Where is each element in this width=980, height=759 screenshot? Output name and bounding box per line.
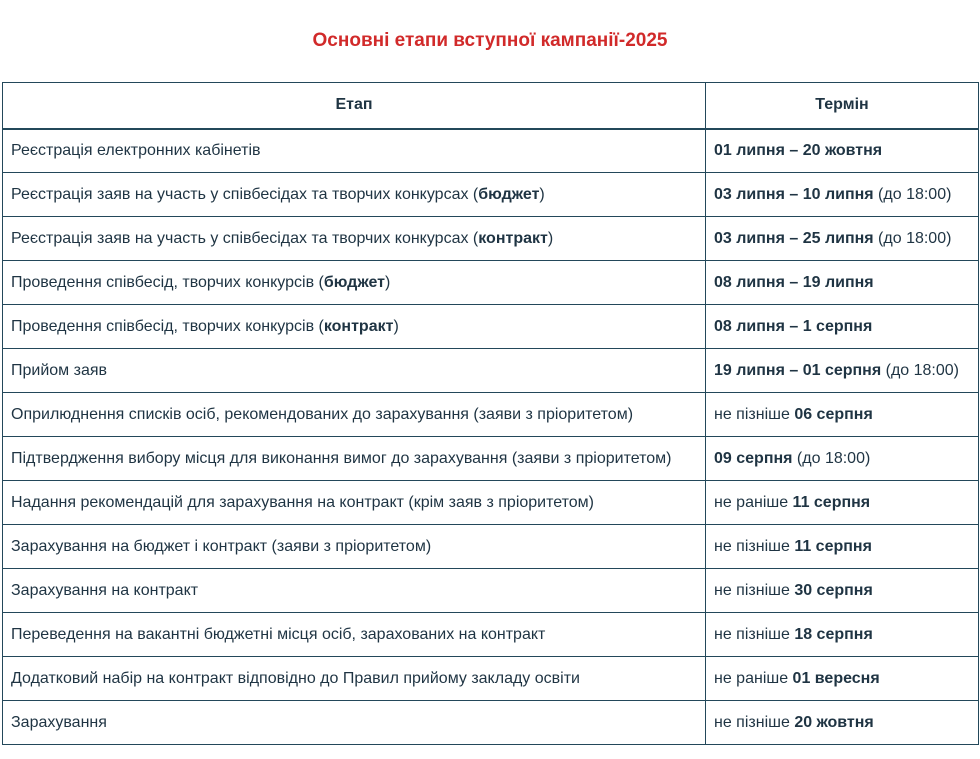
term-cell (706, 569, 979, 613)
term-cell-bold: 01 вересня (792, 669, 880, 687)
term-cell-bold: 30 серпня (794, 581, 873, 599)
table-row (3, 393, 979, 437)
stage-cell-pre: Проведення співбесід, творчих конкурсів ( (11, 273, 324, 291)
stage-cell-post: ) (385, 273, 391, 291)
stage-cell (3, 261, 706, 305)
term-cell-pre: не пізніше (714, 405, 795, 423)
stage-cell (3, 701, 706, 745)
term-cell-bold: 01 липня – 20 жовтня (714, 141, 883, 159)
stage-cell-bold: бюджет (478, 185, 540, 203)
term-cell-bold: 11 серпня (794, 537, 872, 555)
table-row (3, 437, 979, 481)
stage-cell-pre: Прийом заяв (11, 361, 108, 379)
stage-cell-post: ) (393, 317, 399, 335)
term-cell (706, 173, 979, 217)
stage-cell-pre: Зарахування на бюджет і контракт (заяви з пріоритетом) (11, 537, 432, 555)
table-row (3, 613, 979, 657)
term-cell (706, 525, 979, 569)
stage-cell-pre: Зарахування на контракт (11, 581, 199, 599)
table-row (3, 217, 979, 261)
stage-cell (3, 657, 706, 701)
term-cell-bold: 20 жовтня (794, 713, 874, 731)
table-header-row (3, 83, 979, 129)
term-cell-bold: 03 липня – 25 липня (714, 229, 874, 247)
term-cell (706, 349, 979, 393)
term-cell (706, 393, 979, 437)
page-title: Основні етапи вступної кампанії-2025 (312, 30, 668, 51)
stage-cell-pre: Оприлюднення списків осіб, рекомендованих до зарахування (заяви з пріоритетом) (11, 405, 634, 423)
term-cell-pre: не раніше (714, 669, 793, 687)
term-cell-bold: 11 серпня (792, 493, 871, 511)
stage-cell (3, 173, 706, 217)
stage-cell-pre: Реєстрація заяв на участь у співбесідах та творчих конкурсах ( (11, 229, 479, 247)
stage-cell-bold: контракт (478, 229, 548, 247)
table-row (3, 173, 979, 217)
term-cell (706, 305, 979, 349)
stage-cell-post: ) (547, 229, 554, 247)
table-row (3, 657, 979, 701)
stage-cell (3, 481, 706, 525)
table-row (3, 569, 979, 613)
stage-cell (3, 217, 706, 261)
term-cell (706, 701, 979, 745)
column-header-term: Термін (706, 83, 979, 129)
term-cell-pre: не пізніше (714, 625, 795, 643)
stage-cell-pre: Переведення на вакантні бюджетні місця осіб, зарахованих на контракт (11, 625, 546, 643)
column-header-stage: Етап (3, 83, 706, 129)
term-cell (706, 261, 979, 305)
stage-cell-pre: Реєстрація заяв на участь у співбесідах та творчих конкурсах ( (11, 185, 479, 203)
stage-cell-bold: контракт (323, 317, 394, 335)
term-cell-bold: 08 липня – 1 серпня (714, 317, 873, 335)
table-row (3, 305, 979, 349)
term-cell-post: (до 18:00) (792, 449, 871, 467)
term-cell-post: (до 18:00) (881, 361, 959, 379)
term-cell-post: (до 18:00) (873, 185, 952, 203)
stage-cell-pre: Надання рекомендацій для зарахування на контракт (крім заяв з пріоритетом) (11, 493, 594, 511)
term-cell-bold: 06 серпня (794, 405, 873, 423)
stage-cell (3, 613, 706, 657)
stage-cell (3, 525, 706, 569)
stage-cell (3, 393, 706, 437)
term-cell-bold: 19 липня – 01 серпня (714, 361, 882, 379)
term-cell-pre: не раніше (714, 493, 793, 511)
term-cell-pre: не пізніше (714, 581, 795, 599)
stage-cell-bold: бюджет (323, 273, 385, 291)
term-cell-bold: 03 липня – 10 липня (714, 185, 874, 203)
term-cell (706, 657, 979, 701)
stage-cell-pre: Підтвердження вибору місця для виконання вимог до зарахування (заяви з пріоритетом) (11, 449, 672, 467)
stages-table (2, 82, 979, 745)
stage-cell-pre: Проведення співбесід, творчих конкурсів ( (11, 317, 324, 335)
stage-cell (3, 437, 706, 481)
term-cell-pre: не пізніше (714, 713, 795, 731)
table-row (3, 129, 979, 173)
table-row (3, 701, 979, 745)
term-cell-pre: не пізніше (714, 537, 795, 555)
stage-cell (3, 349, 706, 393)
term-cell-post: (до 18:00) (873, 229, 952, 247)
term-cell-bold: 18 серпня (794, 625, 873, 643)
term-cell (706, 437, 979, 481)
stage-cell-post: ) (539, 185, 545, 203)
stage-cell (3, 129, 706, 173)
stage-cell-pre: Реєстрація електронних кабінетів (11, 141, 261, 159)
table-row (3, 481, 979, 525)
term-cell (706, 481, 979, 525)
stage-cell-pre: Зарахування (11, 713, 107, 731)
term-cell (706, 613, 979, 657)
table-row (3, 525, 979, 569)
term-cell-bold: 08 липня – 19 липня (714, 273, 874, 291)
term-cell-bold: 09 серпня (714, 449, 793, 467)
term-cell (706, 129, 979, 173)
table-row (3, 261, 979, 305)
term-cell (706, 217, 979, 261)
stage-cell-pre: Додатковий набір на контракт відповідно до Правил прийому закладу освіти (11, 669, 580, 687)
stage-cell (3, 569, 706, 613)
stage-cell (3, 305, 706, 349)
table-row (3, 349, 979, 393)
